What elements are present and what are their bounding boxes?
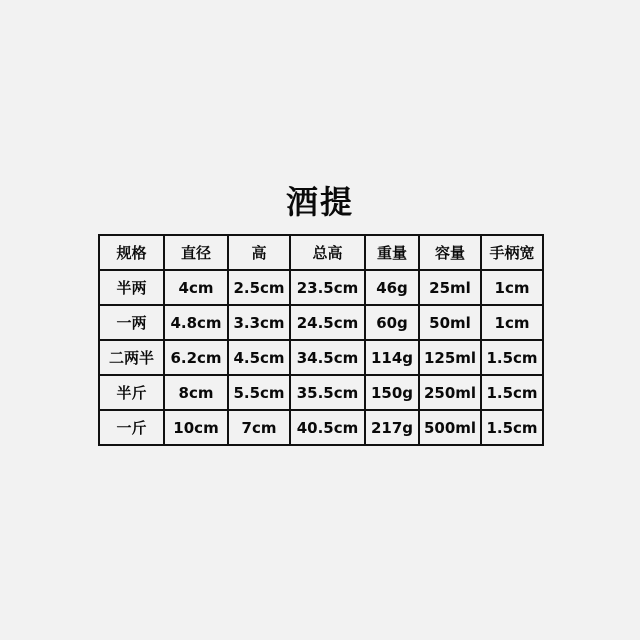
cell-weight: 46g: [365, 270, 419, 305]
cell-capacity: 500ml: [419, 410, 481, 445]
cell-spec: 一斤: [99, 410, 164, 445]
cell-diameter: 4cm: [164, 270, 228, 305]
cell-weight: 150g: [365, 375, 419, 410]
cell-height: 4.5cm: [228, 340, 290, 375]
cell-total-height: 35.5cm: [290, 375, 365, 410]
cell-weight: 217g: [365, 410, 419, 445]
cell-height: 7cm: [228, 410, 290, 445]
cell-handle-width: 1cm: [481, 270, 543, 305]
column-header-weight: 重量: [365, 235, 419, 270]
cell-handle-width: 1.5cm: [481, 410, 543, 445]
cell-capacity: 50ml: [419, 305, 481, 340]
cell-spec: 半斤: [99, 375, 164, 410]
cell-diameter: 6.2cm: [164, 340, 228, 375]
cell-diameter: 8cm: [164, 375, 228, 410]
column-header-handle-width: 手柄宽: [481, 235, 543, 270]
cell-total-height: 23.5cm: [290, 270, 365, 305]
cell-total-height: 24.5cm: [290, 305, 365, 340]
specification-table: [98, 234, 544, 446]
column-header-diameter: 直径: [164, 235, 228, 270]
cell-diameter: 4.8cm: [164, 305, 228, 340]
cell-handle-width: 1cm: [481, 305, 543, 340]
cell-total-height: 34.5cm: [290, 340, 365, 375]
cell-handle-width: 1.5cm: [481, 340, 543, 375]
cell-spec: 半两: [99, 270, 164, 305]
cell-capacity: 125ml: [419, 340, 481, 375]
column-header-total-height: 总高: [290, 235, 365, 270]
cell-handle-width: 1.5cm: [481, 375, 543, 410]
cell-height: 2.5cm: [228, 270, 290, 305]
cell-capacity: 250ml: [419, 375, 481, 410]
table-header-row: [99, 235, 543, 270]
cell-capacity: 25ml: [419, 270, 481, 305]
table-row: [99, 270, 543, 305]
page-title: 酒提: [285, 183, 354, 221]
table-row: [99, 305, 543, 340]
cell-height: 5.5cm: [228, 375, 290, 410]
specification-card: [98, 168, 542, 446]
cell-height: 3.3cm: [228, 305, 290, 340]
table-row: [99, 340, 543, 375]
column-header-spec: 规格: [99, 235, 164, 270]
cell-spec: 二两半: [99, 340, 164, 375]
table-row: [99, 410, 543, 445]
cell-weight: 60g: [365, 305, 419, 340]
cell-diameter: 10cm: [164, 410, 228, 445]
column-header-capacity: 容量: [419, 235, 481, 270]
cell-spec: 一两: [99, 305, 164, 340]
cell-total-height: 40.5cm: [290, 410, 365, 445]
table-row: [99, 375, 543, 410]
column-header-height: 高: [228, 235, 290, 270]
cell-weight: 114g: [365, 340, 419, 375]
